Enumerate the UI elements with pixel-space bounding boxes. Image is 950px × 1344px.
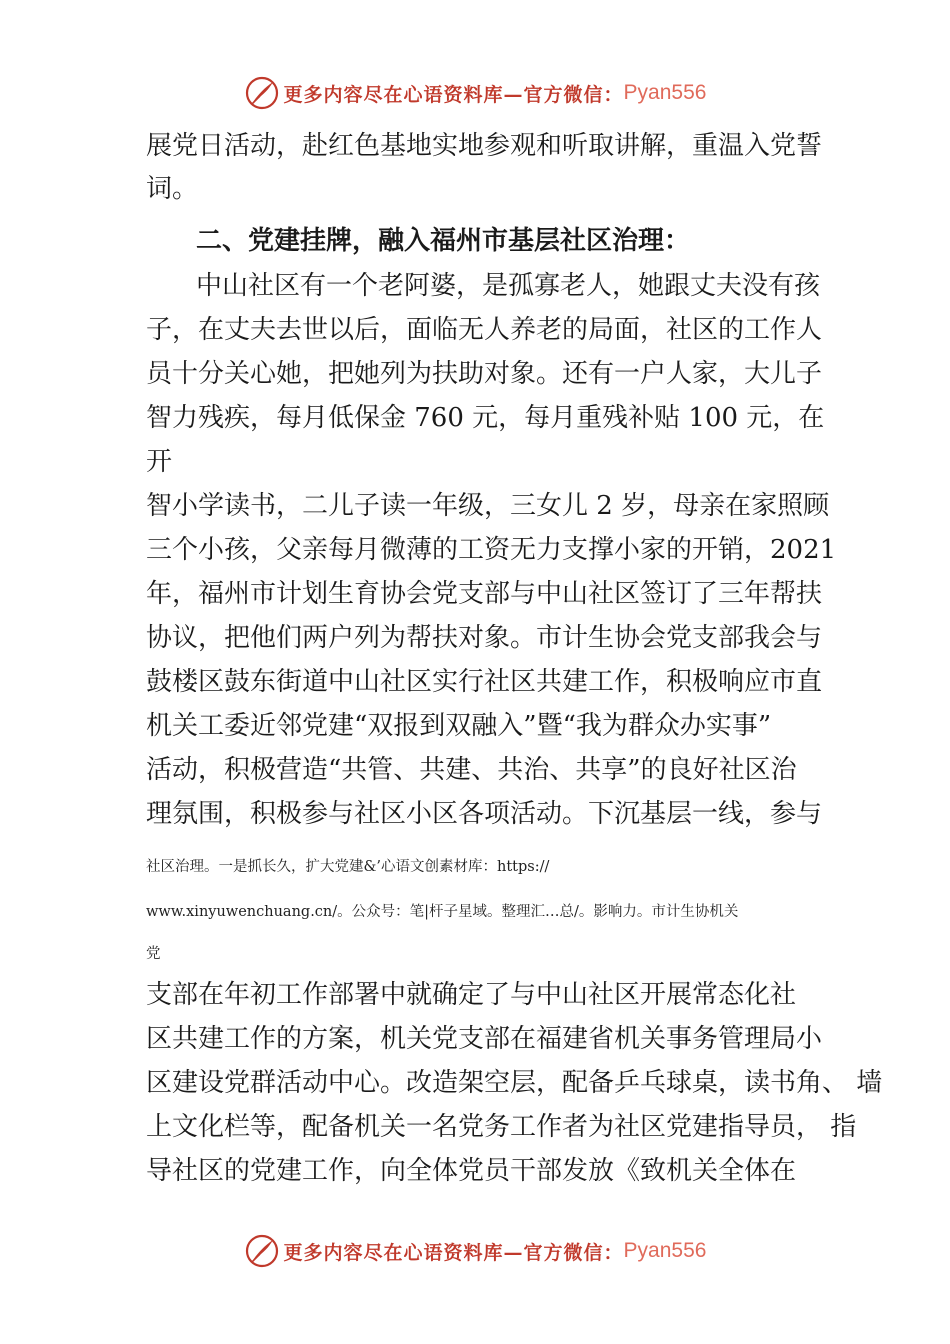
body-line: 导社区的党建工作，向全体党员干部发放《致机关全体在 (146, 1156, 797, 1186)
watermark-banner-bottom (0, 1229, 950, 1273)
body-line: 智小学读书，二儿子读一年级，三女儿 2 岁，母亲在家照顾 (146, 491, 830, 521)
small-text-line: www.xinyuwenchuang.cn/。公众号：笔|杆子星域。整理汇…总/。影响力。市计生协机关 (146, 904, 739, 920)
body-line: 智力残疾，每月低保金 760 元，每月重残补贴 100 元，在 (146, 403, 825, 433)
small-text-line: 社区治理。一是抓长久，扩大党建&’心语文创素材库：https:// (146, 859, 550, 875)
body-line: 展党日活动，赴红色基地实地参观和听取讲解，重温入党誓 (146, 131, 823, 161)
body-line: 年，福州市计划生育协会党支部与中山社区签订了三年帮扶 (146, 579, 823, 609)
body-line: 词。 (146, 174, 199, 204)
watermark-text: 更多内容尽在心语资料库—官方微信： (283, 1241, 624, 1264)
body-line: 协议，把他们两户列为帮扶对象。市计生协会党支部我会与 (146, 623, 823, 653)
small-text-line: 党 (146, 946, 161, 962)
body-line: 员十分关心她，把她列为扶助对象。还有一户人家，大儿子 (146, 359, 823, 389)
feather-circle-logo-icon (244, 1233, 280, 1269)
watermark-text: 更多内容尽在心语资料库—官方微信： (283, 83, 624, 106)
body-line: 区共建工作的方案，机关党支部在福建省机关事务管理局小 (146, 1024, 823, 1054)
section-heading: 二、党建挂牌，融入福州市基层社区治理： (196, 226, 691, 256)
body-line: 子，在丈夫去世以后，面临无人养老的局面，社区的工作人 (146, 315, 823, 345)
body-line: 区建设党群活动中心。改造架空层，配备乒乓球桌，读书角、 墙 (146, 1068, 883, 1098)
body-line: 鼓楼区鼓东街道中山社区实行社区共建工作，积极响应市直 (146, 667, 823, 697)
body-line: 上文化栏等，配备机关一名党务工作者为社区党建指导员， 指 (146, 1112, 857, 1142)
watermark-wechat-id: Pyan556 (623, 1239, 707, 1262)
body-line: 开 (146, 447, 173, 477)
body-line: 活动，积极营造“共管、共建、共治、共享”的良好社区治 (146, 755, 797, 785)
feather-circle-logo-icon (244, 75, 280, 111)
body-line: 支部在年初工作部署中就确定了与中山社区开展常态化社 (146, 980, 797, 1010)
body-line: 三个小孩，父亲每月微薄的工资无力支撑小家的开销，2021 (146, 535, 837, 565)
body-line: 机关工委近邻党建“双报到双融入”暨“我为群众办实事” (146, 711, 772, 741)
watermark-banner-top (0, 71, 950, 115)
paragraph-first-line: 中山社区有一个老阿婆，是孤寡老人，她跟丈夫没有孩 (196, 271, 821, 301)
watermark-wechat-id: Pyan556 (623, 81, 707, 104)
body-line: 理氛围，积极参与社区小区各项活动。下沉基层一线，参与 (146, 799, 823, 829)
